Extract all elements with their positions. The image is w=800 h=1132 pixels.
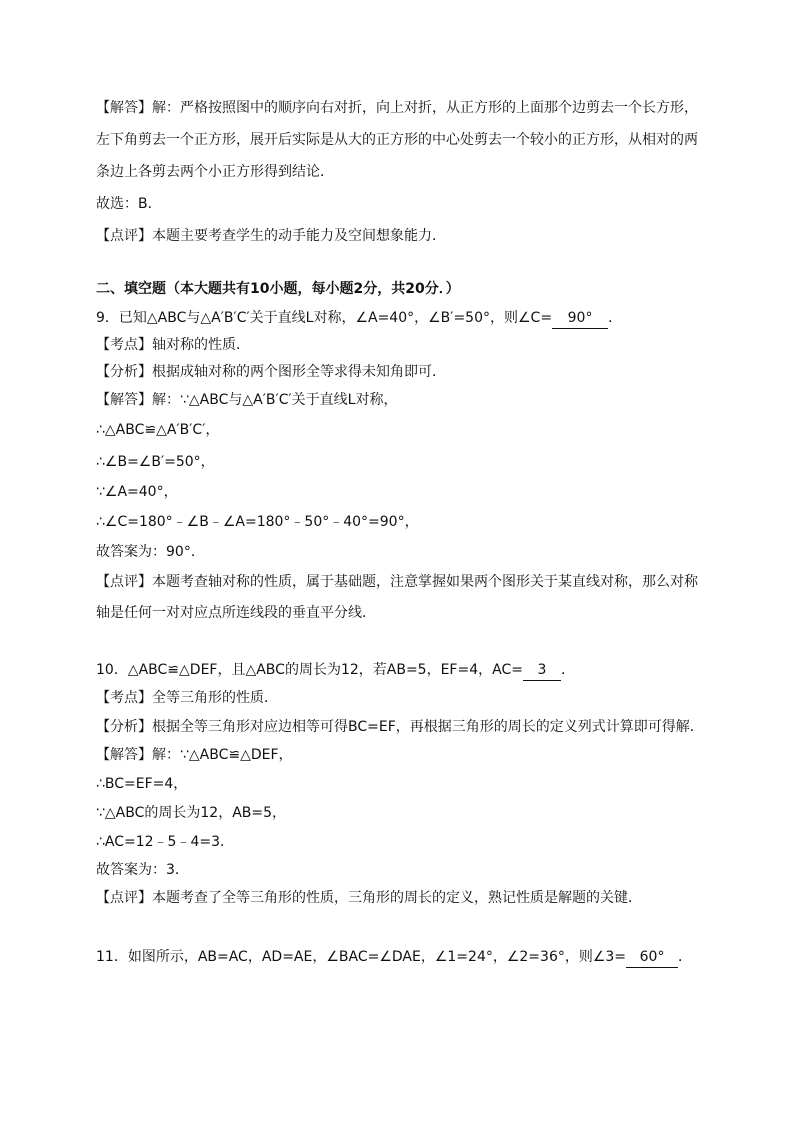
section-title: 二、填空题（本大题共有10小题，每小题2分，共20分．）: [96, 281, 460, 297]
q9-solution-3: ∴∠B=∠B′=50°，: [96, 454, 215, 470]
q9-comment-1: 【点评】本题考查轴对称的性质，属于基础题，注意掌握如果两个图形关于某直线对称，那么对称: [96, 574, 698, 590]
q9-solution-2: ∴△ABC≌△A′B′C′，: [96, 422, 220, 438]
q10-solution-5: 故答案为：3．: [96, 862, 189, 878]
q8-choice: 故选：B．: [96, 196, 162, 212]
q10-solution-1: 【解答】解：∵△ABC≌△DEF，: [96, 747, 293, 763]
q9-comment-2: 轴是任何一对对应点所连线段的垂直平分线．: [96, 605, 376, 621]
q9-solution-6: 故答案为：90°．: [96, 544, 205, 560]
q10-solution-2: ∴BC=EF=4，: [96, 776, 188, 792]
q10-kaodian: 【考点】全等三角形的性质．: [96, 690, 278, 706]
q9-answer: 90°: [552, 308, 608, 329]
q10-comment: 【点评】本题考查了全等三角形的性质，三角形的周长的定义，熟记性质是解题的关键．: [96, 890, 642, 906]
q10-question-text: 10．△ABC≌△DEF，且△ABC的周长为12，若AB=5，EF=4，AC=: [96, 662, 523, 678]
q10-solution-3: ∵△ABC的周长为12，AB=5，: [96, 805, 287, 821]
q11-question-end: ．: [678, 949, 693, 965]
q11-question: [96, 947, 710, 968]
q9-question: [96, 308, 710, 329]
q8-solution-line-3: 条边上各剪去两个小正方形得到结论．: [96, 164, 334, 180]
q9-question-text: 9．已知△ABC与△A′B′C′关于直线L对称，∠A=40°，∠B′=50°，则∠C=: [96, 310, 553, 326]
q9-solution-4: ∵∠A=40°，: [96, 484, 178, 500]
q10-answer: 3: [523, 660, 561, 681]
q10-fenxi: 【分析】根据全等三角形对应边相等可得BC=EF，再根据三角形的周长的定义列式计算即可得解．: [96, 719, 704, 735]
q8-comment: 【点评】本题主要考查学生的动手能力及空间想象能力．: [96, 228, 446, 244]
q9-solution-5: ∴∠C=180°﹣∠B﹣∠A=180°﹣50°﹣40°=90°，: [96, 514, 419, 530]
q11-question-text: 11．如图所示，AB=AC，AD=AE，∠BAC=∠DAE，∠1=24°，∠2=36°，则∠3=: [96, 949, 627, 965]
q10-question-end: ．: [560, 662, 575, 678]
q9-kaodian: 【考点】轴对称的性质．: [96, 337, 250, 353]
q10-solution-4: ∴AC=12﹣5﹣4=3．: [96, 834, 235, 850]
q9-fenxi: 【分析】根据成轴对称的两个图形全等求得未知角即可．: [96, 364, 446, 380]
q9-question-end: ．: [608, 310, 623, 326]
q8-solution-line-1: 【解答】解：严格按照图中的顺序向右对折，向上对折，从正方形的上面那个边剪去一个长方形，: [96, 100, 698, 116]
q11-answer: 60°: [626, 947, 678, 968]
q8-solution-line-2: 左下角剪去一个正方形，展开后实际是从大的正方形的中心处剪去一个较小的正方形，从相对的两: [96, 132, 698, 148]
q10-question: [96, 660, 710, 681]
q9-solution-1: 【解答】解：∵△ABC与△A′B′C′关于直线L对称，: [96, 392, 398, 408]
